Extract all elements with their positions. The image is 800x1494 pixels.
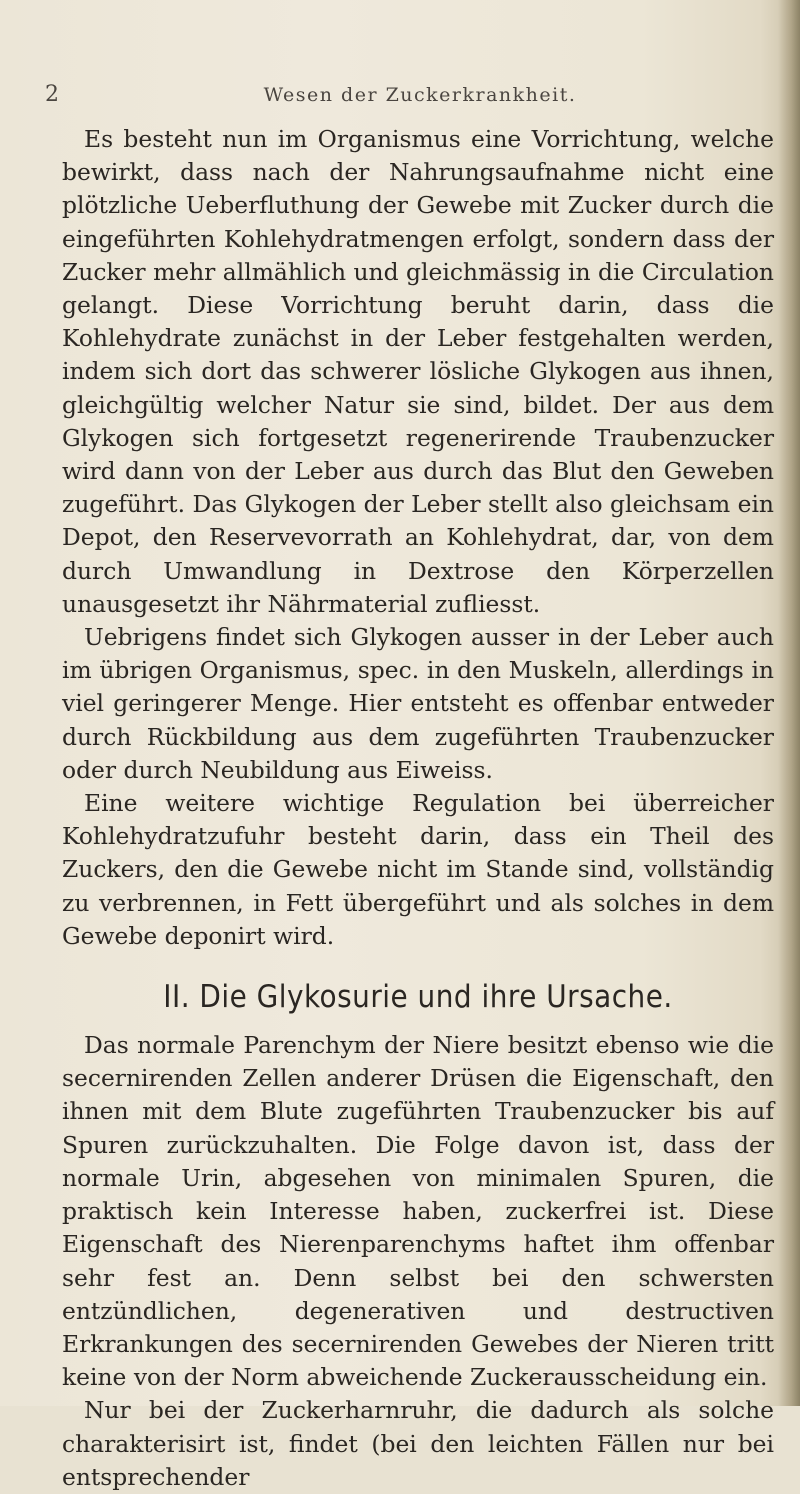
body-text bbox=[62, 123, 774, 1494]
section-heading: II. Die Glykosurie und ihre Ursache. bbox=[163, 979, 673, 1016]
paragraph-glykogen-depot: Es besteht nun im Organismus eine Vorrichtung, welche bewirkt, dass nach der Nahrungsaufnahme nicht eine plötzliche Ueberfluthung der Gewebe mit Zucker durch die eingeführten Kohlehydratmengen erfolgt, sondern dass der Zucker mehr allmählich und gleichmässig in die Circulation gelangt. Diese Vorrichtung beruht darin, dass die Kohlehydrate zunächst in der Leber festgehalten werden, indem sich dort das schwerer lösliche Glykogen aus ihnen, gleichgültig welcher Natur sie sind, bildet. Der aus dem Glykogen sich fortgesetzt regenerirende Traubenzucker wird dann von der Leber aus durch das Blut den Geweben zugeführt. Das Glykogen der Leber stellt also gleichsam ein Depot, den Reservevorrath an Kohlehydrat, dar, von dem durch Umwandlung in Dextrose den Körperzellen unausgesetzt ihr Nährmaterial zufliesst. bbox=[62, 125, 774, 618]
paragraph-fett-regulation: Eine weitere wichtige Regulation bei überreicher Kohlehydratzufuhr besteht darin, dass ein Theil des Zuckers, den die Gewebe nicht im Stande sind, vollständig zu verbrennen, in Fett übergeführt und als solches in dem Gewebe deponirt wird. bbox=[62, 789, 774, 950]
paragraph-muskel-glykogen: Uebrigens findet sich Glykogen ausser in der Leber auch im übrigen Organismus, spec. in den Muskeln, allerdings in viel geringerer Menge. Hier entsteht es offenbar entweder durch Rückbildung aus dem zugeführten Traubenzucker oder durch Neubildung aus Eiweiss. bbox=[62, 623, 774, 784]
paragraph-zuckerharnruhr: Nur bei der Zuckerharnruhr, die dadurch als solche charakterisirt ist, findet (bei den leichten Fällen nur bei entsprechender bbox=[62, 1396, 774, 1491]
page-number: 2 bbox=[45, 82, 60, 107]
paragraph-nierenparenchym: Das normale Parenchym der Niere besitzt ebenso wie die secernirenden Zellen anderer Drüsen die Eigenschaft, den ihnen mit dem Blute zugeführten Traubenzucker bis auf Spuren zurückzuhalten. Die Folge davon ist, dass der normale Urin, abgesehen von minimalen Spuren, die praktisch kein Interesse haben, zuckerfrei ist. Diese Eigenschaft des Nierenparenchyms haftet ihm offenbar sehr fest an. Denn selbst bei den schwersten entzündlichen, degenerativen und destructiven Erkrankungen des secernirenden Gewebes der Nieren tritt keine von der Norm abweichende Zuckerausscheidung ein. bbox=[62, 1031, 774, 1392]
running-head: Wesen der Zuckerkrankheit. bbox=[263, 84, 577, 106]
page-header bbox=[0, 82, 800, 112]
page-edge-shadow bbox=[778, 0, 800, 1406]
